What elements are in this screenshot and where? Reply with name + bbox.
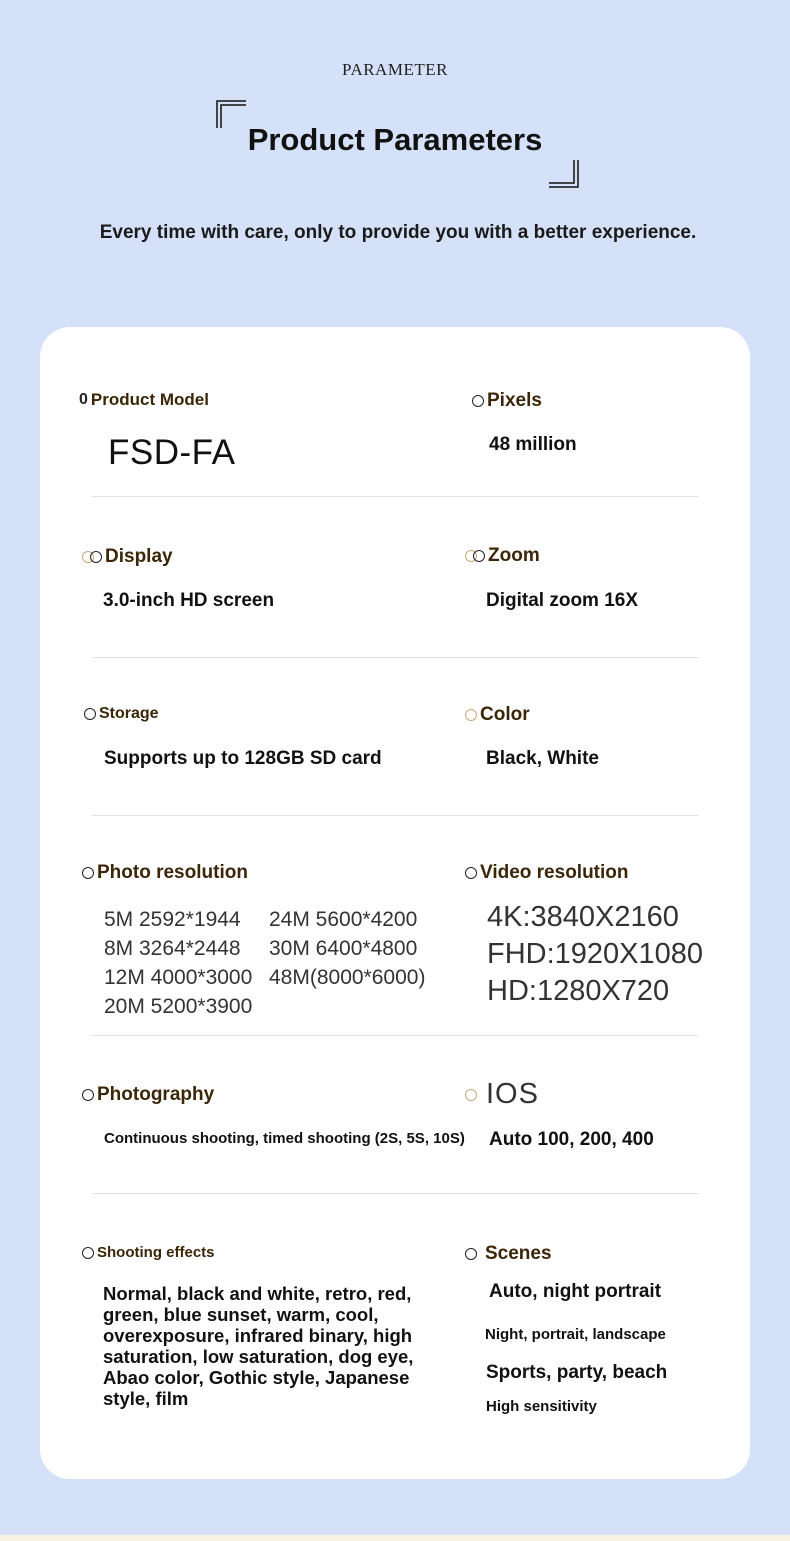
photo-resolution-column-2: [269, 905, 425, 992]
video-resolution-item: 4K:3840X2160: [487, 901, 679, 933]
video-resolution-list: [487, 899, 703, 1010]
label-zoom: Zoom: [465, 545, 540, 567]
label-video-resolution: Video resolution: [465, 862, 629, 884]
photo-resolution-item: 8M 3264*2448: [104, 937, 241, 960]
label-pixels: Pixels: [472, 390, 542, 412]
scene-item: Sports, party, beach: [486, 1362, 668, 1383]
photo-resolution-item: 48M(8000*6000): [269, 966, 426, 989]
label-ios: IOS: [465, 1078, 539, 1111]
photo-resolution-column-1: [104, 905, 252, 1021]
label-photography: Photography: [82, 1084, 214, 1106]
value-photography: Continuous shooting, timed shooting (2S, 5S, 10S): [104, 1130, 465, 1147]
circle-bullet-icon: [472, 395, 484, 407]
photo-resolution-item: 12M 4000*3000: [104, 966, 253, 989]
video-resolution-item: FHD:1920X1080: [487, 938, 704, 970]
circle-bullet-icon: [465, 1248, 477, 1260]
row-divider: [92, 1035, 699, 1036]
label-display: Display: [82, 546, 173, 568]
bottom-strip: [0, 1535, 790, 1541]
row-divider: [92, 815, 699, 816]
value-shooting-effects: Normal, black and white, retro, red, green, blue sunset, warm, cool, overexposure, infrared binary, high saturation, low saturation, dog eye, Abao color, Gothic style, Japanese style, film: [103, 1283, 414, 1409]
label-photo-resolution: Photo resolution: [82, 862, 248, 884]
scene-item: Auto, night portrait: [489, 1281, 662, 1302]
row-divider: [92, 657, 699, 658]
circle-bullet-icon: [473, 550, 485, 562]
value-color: Black, White: [486, 748, 599, 769]
label-shooting-effects: Shooting effects: [82, 1244, 215, 1261]
marker-zero: 0: [79, 391, 88, 408]
row-divider: [92, 496, 699, 497]
page-title: Product Parameters: [247, 122, 543, 157]
bracket-bottom-right-icon: [549, 160, 579, 188]
value-product-model: FSD-FA: [108, 433, 236, 472]
section-eyebrow: PARAMETER: [342, 60, 448, 79]
label-color: Color: [465, 704, 530, 726]
circle-bullet-icon: [90, 551, 102, 563]
label-storage: Storage: [84, 705, 159, 723]
circle-bullet-icon: [82, 1247, 94, 1259]
scene-item: High sensitivity: [486, 1398, 597, 1415]
circle-bullet-icon: [82, 867, 94, 879]
value-pixels: 48 million: [489, 434, 577, 455]
value-zoom: Digital zoom 16X: [486, 590, 639, 611]
label-scenes: Scenes: [465, 1243, 552, 1265]
circle-bullet-icon: [465, 1089, 477, 1101]
video-resolution-item: HD:1280X720: [487, 975, 670, 1007]
photo-resolution-item: 30M 6400*4800: [269, 937, 418, 960]
value-ios: Auto 100, 200, 400: [489, 1129, 654, 1150]
photo-resolution-item: 20M 5200*3900: [104, 995, 253, 1018]
page-subtitle: Every time with care, only to provide you with a better experience.: [99, 222, 697, 243]
photo-resolution-item: 5M 2592*1944: [104, 908, 241, 931]
value-storage: Supports up to 128GB SD card: [104, 748, 382, 769]
circle-bullet-icon: [82, 1089, 94, 1101]
value-display: 3.0-inch HD screen: [103, 590, 275, 611]
circle-bullet-icon: [465, 709, 477, 721]
circle-bullet-icon: [84, 708, 96, 720]
scene-item: Night, portrait, landscape: [485, 1326, 666, 1343]
label-product-model: 0 Product Model: [79, 390, 209, 409]
row-divider: [92, 1193, 699, 1194]
circle-bullet-icon: [465, 867, 477, 879]
photo-resolution-item: 24M 5600*4200: [269, 908, 418, 931]
